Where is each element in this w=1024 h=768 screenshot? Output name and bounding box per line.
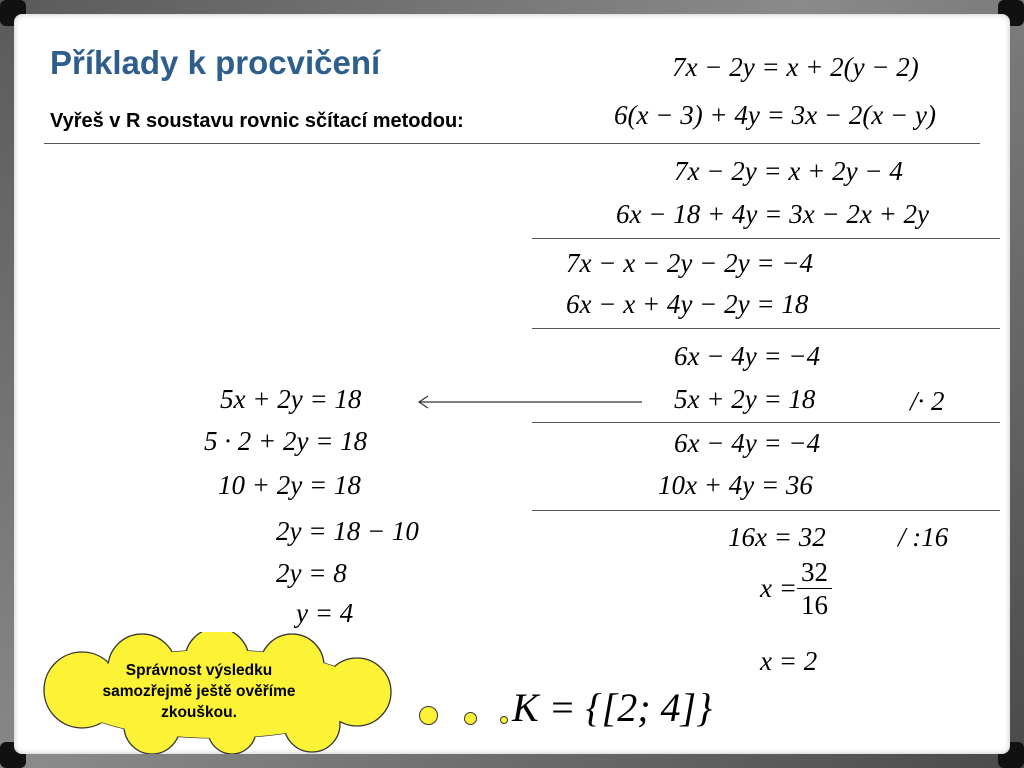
step-divider <box>532 422 1000 423</box>
step-divider <box>532 328 1000 329</box>
solve-step: 10 + 2y = 18 <box>218 470 361 500</box>
solve-step: 2y = 18 − 10 <box>276 516 419 546</box>
page-title: Příklady k procvičení <box>50 44 381 81</box>
system-equation-2: 6(x − 3) + 4y = 3x − 2(x − y) <box>614 100 936 130</box>
cloud-note: Správnost výsledku samozřejmě ještě ověříme zkouškou. <box>102 662 296 721</box>
step-equation: 7x − x − 2y − 2y = −4 <box>566 248 814 278</box>
step-equation: 7x − 2y = x + 2y − 4 <box>674 156 903 186</box>
step-equation: 6x − 4y = −4 <box>674 428 821 458</box>
fraction-lhs: x = <box>760 573 797 603</box>
step-equation: 6x − 4y = −4 <box>674 341 821 371</box>
multiply-annotation: /· 2 <box>910 386 945 416</box>
cloud-dot-icon <box>464 712 477 725</box>
step-equation: 6x − 18 + 4y = 3x − 2x + 2y <box>616 199 930 229</box>
fraction-equation <box>760 556 832 621</box>
system-equation-1: 7x − 2y = x + 2(y − 2) <box>672 52 919 82</box>
step-equation: x = 2 <box>760 646 818 676</box>
task-instruction: Vyřeš v R soustavu rovnic sčítací metodou: <box>50 110 464 132</box>
solve-step: 5x + 2y = 18 <box>220 384 362 414</box>
fraction <box>797 556 832 621</box>
solve-step: 5 · 2 + 2y = 18 <box>204 426 368 456</box>
divide-annotation: / :16 <box>898 522 949 552</box>
solve-step: 2y = 8 <box>276 558 347 588</box>
fraction-denominator: 16 <box>800 590 828 620</box>
solve-step: y = 4 <box>296 598 354 628</box>
step-divider <box>532 510 1000 511</box>
cloud-dot-icon <box>500 716 508 724</box>
step-equation: 10x + 4y = 36 <box>658 470 813 500</box>
header-divider <box>44 143 980 144</box>
step-equation: 5x + 2y = 18 <box>674 384 816 414</box>
step-equation: 6x − x + 4y − 2y = 18 <box>566 289 809 319</box>
step-equation: 16x = 32 <box>728 522 826 552</box>
cloud-dot-icon <box>419 706 438 725</box>
arrow-left-icon <box>414 392 646 412</box>
solution-set: K = {[2; 4]} <box>512 685 713 730</box>
fraction-numerator: 32 <box>797 556 832 589</box>
step-divider <box>532 238 1000 239</box>
